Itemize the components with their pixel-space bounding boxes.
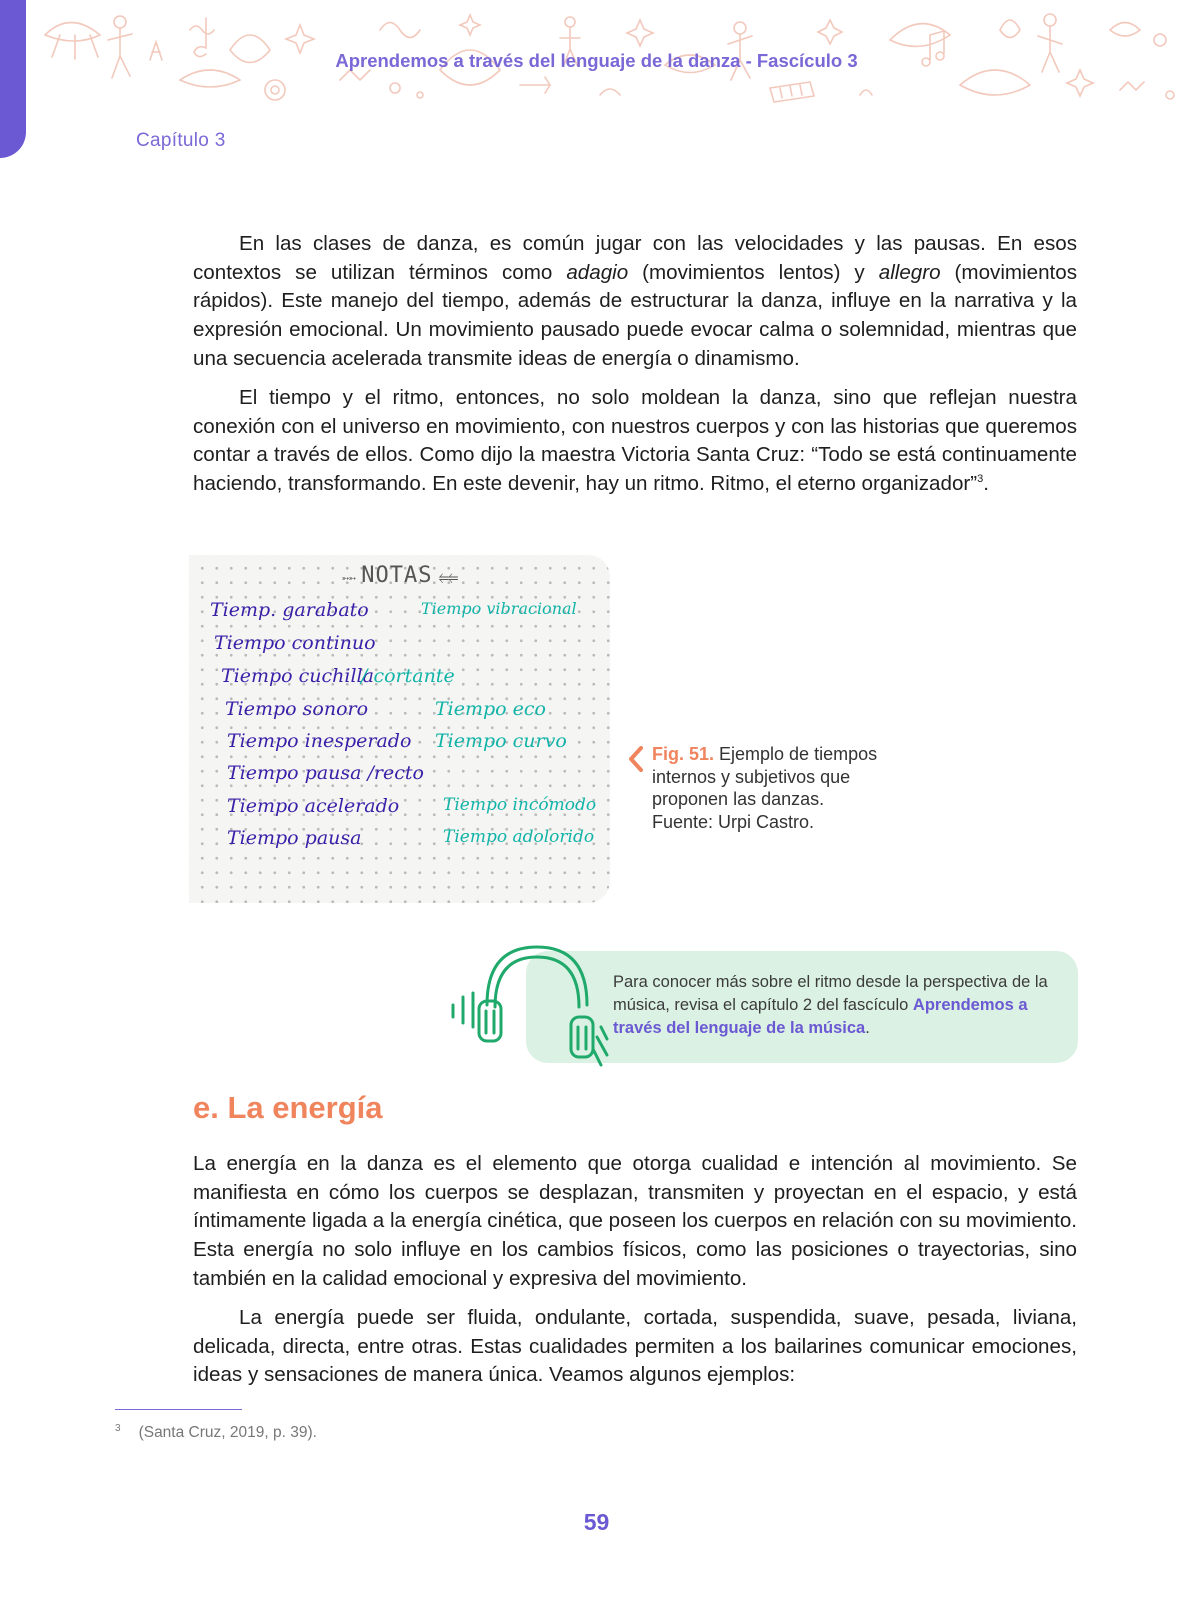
term-allegro: allegro (878, 260, 941, 284)
headphones-icon (443, 935, 613, 1075)
figure-caption (652, 743, 902, 833)
chevron-left-icon (626, 746, 646, 772)
footnote-number: 3 (115, 1423, 121, 1434)
note-tiempo-vibracional: Tiempo vibracional (421, 599, 577, 618)
figure-label: Fig. 51. (652, 744, 715, 764)
paragraph-1 (193, 230, 1077, 374)
notes-title-text: NOTAS (361, 563, 433, 588)
note-tiempo-cuchilla: Tiempo cuchilla (221, 665, 374, 687)
music-note-text (613, 971, 1058, 1040)
note-tiempo-inesperado: Tiempo inesperado (227, 730, 412, 752)
chapter-label: Capítulo 3 (136, 130, 226, 151)
note-tiempo-acelerado: Tiempo acelerado (227, 795, 400, 817)
note-cortante: / cortante (361, 665, 455, 687)
section-title-energia: e. La energía (193, 1090, 383, 1125)
footnote-divider (115, 1409, 242, 1410)
note-tiempo-pausa: Tiempo pausa (227, 827, 362, 849)
paragraph-1-part-c: (movimientos rápidos). Este manejo del tiempo, además de estructurar la danza, influye en la narrativa y la expresión emocional. Un movimiento pausado puede evocar calma o solemnidad, mientras que una secuencia acelerada transmite ideas de energía o dinamismo. (193, 260, 1078, 370)
fascicle-title: Aprendemos a través del lenguaje de la danza - Fascículo 3 (335, 50, 858, 71)
notes-deco-right: ⥢⥢ (438, 571, 458, 586)
figure-caption-text: Ejemplo de tiempos internos y subjetivos que proponen las danzas. (652, 744, 878, 809)
note-tiempo-curvo: Tiempo curvo (435, 730, 567, 752)
note-tiempo-adolorido: Tiempo adolorido (443, 827, 595, 847)
paragraph-4: La energía puede ser fluida, ondulante, cortada, suspendida, suave, pesada, liviana, delicada, directa, entre otras. Estas cualidades permiten a los bailarines comunicar emociones, ideas y sensaciones de manera única. Veamos algunos ejemplos: (193, 1306, 1077, 1387)
music-fascicle-link[interactable]: Aprendemos a través del lenguaje de la música (613, 996, 1028, 1037)
page-number: 59 (583, 1509, 610, 1535)
paragraph-1-part-b: (movimientos lentos) y (628, 260, 879, 284)
paragraph-2-text: El tiempo y el ritmo, entonces, no solo moldean la danza, sino que reflejan nuestra conexión con el universo en movimiento, con nuestros cuerpos y con las historias que queremos contar a través de ellos. Como dijo la maestra Victoria Santa Cruz: “Todo se está continuamente haciendo, transformando. En este devenir, hay un ritmo. Ritmo, el eterno organizador” (193, 386, 1077, 496)
figure-source: Fuente: Urpi Castro. (652, 811, 815, 832)
paragraph-2-end: . (983, 472, 989, 496)
chapter-side-tab (0, 0, 26, 158)
music-note-text-a: Para conocer más sobre el ritmo desde la perspectiva de la música, revisa el capítulo 2 del fascículo (613, 973, 1048, 1014)
music-note-text-end: . (865, 1019, 870, 1037)
notes-deco-left: ➳➳ (341, 571, 356, 586)
paragraph-1-part-a: En las clases de danza, es común jugar con las velocidades y las pausas. En esos contextos se utilizan términos como (193, 232, 1077, 284)
footnote (115, 1423, 317, 1442)
notes-figure (189, 555, 610, 903)
paragraph-2 (193, 384, 1077, 499)
note-tiempo-incomodo: Tiempo incómodo (443, 795, 597, 815)
footnote-ref[interactable]: 3 (977, 473, 984, 486)
note-tiempo-pausa-recto: Tiempo pausa /recto (227, 762, 424, 784)
note-tiempo-continuo: Tiempo continuo (214, 632, 376, 654)
notes-title (189, 563, 610, 588)
note-tiempo-eco: Tiempo eco (435, 698, 546, 720)
note-tiempo-sonoro: Tiempo sonoro (225, 698, 369, 720)
paragraph-3: La energía en la danza es el elemento que otorga cualidad e intención al movimiento. Se manifiesta en cómo los cuerpos se desplazan, transmiten y proyectan en el espacio, y está íntimamente ligada a la energía cinética, que poseen los cuerpos en relación con su movimiento. Esta energía no solo influye en los cambios físicos, como las posiciones o trayectorias, sino también en la calidad emocional y expresiva del movimiento. (193, 1152, 1077, 1290)
footnote-text: (Santa Cruz, 2019, p. 39). (138, 1424, 317, 1442)
note-tiempo-garabato: Tiemp. garabato (210, 599, 369, 621)
term-adagio: adagio (566, 260, 629, 284)
